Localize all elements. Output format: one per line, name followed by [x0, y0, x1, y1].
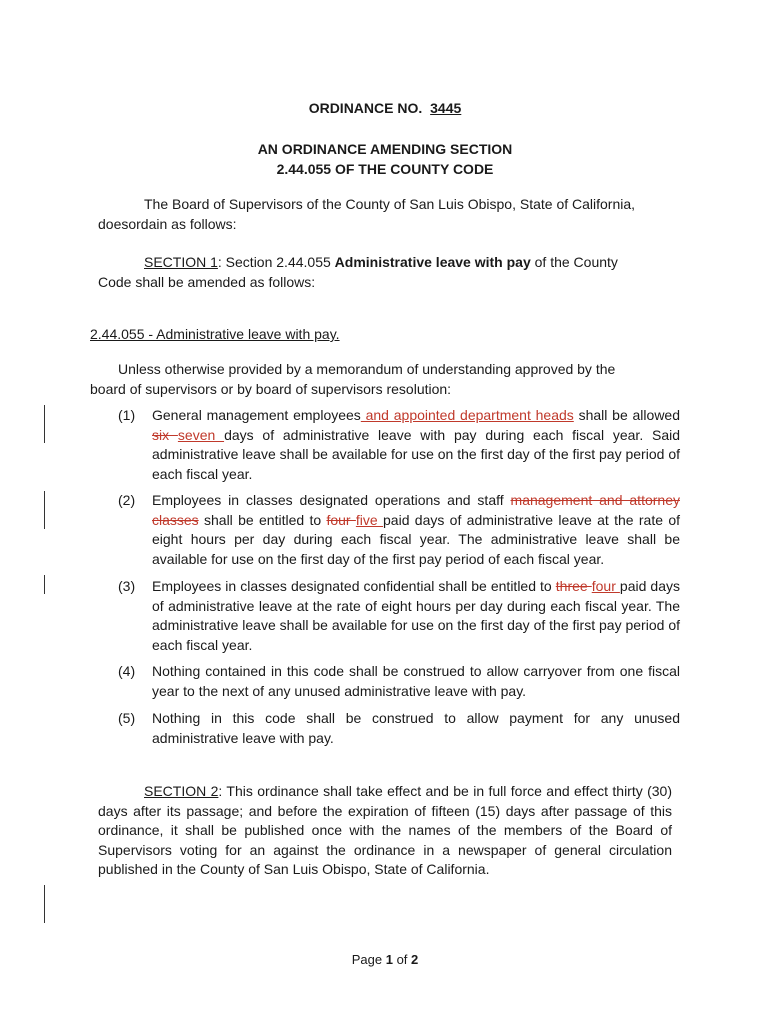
item-text: shall be entitled to [198, 511, 327, 528]
item-body [152, 406, 680, 484]
list-item [118, 577, 680, 655]
total-pages: 2 [411, 952, 419, 967]
change-bar [44, 885, 45, 923]
item-number: (4) [118, 663, 136, 679]
item-number: (1) [118, 407, 136, 423]
item-number: (2) [118, 492, 136, 508]
inserted-text: four [591, 578, 620, 594]
subtitle-line-2: 2.44.055 OF THE COUNTY CODE [276, 161, 494, 177]
subtitle-line-1: AN ORDINANCE AMENDING SECTION [257, 141, 513, 157]
item-number: (5) [118, 710, 136, 726]
current-page: 1 [385, 952, 393, 967]
item-text: Employees in classes designated confidential shall be entitled to [152, 578, 556, 594]
inserted-text: seven [177, 426, 225, 443]
list-item [118, 662, 680, 701]
item-body [152, 577, 680, 655]
ordinance-subtitle [0, 139, 770, 179]
list-item [118, 491, 680, 569]
preamble-paragraph: Unless otherwise provided by a memorandum of understanding approved by the board of supervisors or by board of supervisors resolution: [90, 361, 616, 397]
footer-separator: of [392, 952, 412, 967]
item-text: Employees in classes designated operations and staff [152, 492, 511, 508]
item-body: Nothing contained in this code shall be construed to allow carryover from one fiscal year to the next of any unused administrative leave with pay. [152, 663, 680, 699]
item-text: paid days of administrative leave at the rate of eight hours per day during each fiscal year. The administrative leave shall be available for use on the first day of the first pay period of each fiscal year. [152, 578, 680, 653]
page-footer [0, 952, 770, 967]
section-2-paragraph [98, 782, 672, 880]
item-body: Nothing in this code shall be construed to allow payment for any unused administrative leave with pay. [152, 710, 680, 746]
footer-prefix: Page [351, 952, 386, 967]
section-1-label: SECTION 1 [144, 254, 218, 270]
deleted-text: management and attorney classes [152, 492, 680, 528]
deleted-text: three [555, 578, 592, 594]
inserted-text: and appointed department heads [360, 407, 574, 423]
deleted-text: six [152, 426, 178, 443]
ordinance-number: 3445 [430, 100, 462, 116]
section-2-text: : This ordinance shall take effect and be in full force and effect thirty (30) days after its passage; and before the expiration of fifteen (15) days after passage of this ordinance, it shall be published once with the names of the members of the Board of Supervisors voting for an against the ordinance in a newspaper of general circulation published in the County of San Luis Obispo, State of California. [98, 783, 673, 877]
item-number: (3) [118, 578, 136, 594]
section-2-label: SECTION 2 [144, 783, 219, 799]
item-text: General management employees [152, 407, 361, 423]
item-body [152, 491, 680, 569]
section-1-text-a: : Section 2.44.055 [217, 254, 335, 270]
section-1-paragraph [98, 253, 643, 292]
item-text: days of administrative leave with pay during each fiscal year. Said administrative leave shall be available for use on the first day of the first pay period of each fiscal year. [152, 426, 681, 482]
change-bar [44, 491, 45, 529]
change-bar [44, 405, 45, 443]
inserted-text: five [355, 511, 384, 528]
deleted-text: four [326, 511, 356, 528]
code-section-heading: 2.44.055 - Administrative leave with pay. [90, 326, 340, 342]
item-text: shall be allowed [573, 407, 680, 423]
ordinance-title [0, 100, 770, 116]
list-item [118, 709, 680, 748]
change-bar [44, 575, 45, 594]
item-text: paid days of administrative leave at the rate of eight hours per day during each fiscal year. The administrative leave shall be available for use on the first day of the first pay period of each fiscal year. [152, 511, 681, 567]
intro-paragraph: The Board of Supervisors of the County of San Luis Obispo, State of California, doesordain as follows: [98, 196, 636, 232]
title-label: ORDINANCE NO. [308, 100, 423, 116]
section-1-bold: Administrative leave with pay [334, 254, 531, 270]
section-1-text-b: of the County Code shall be amended as follows: [98, 254, 618, 290]
list-item [118, 406, 680, 484]
